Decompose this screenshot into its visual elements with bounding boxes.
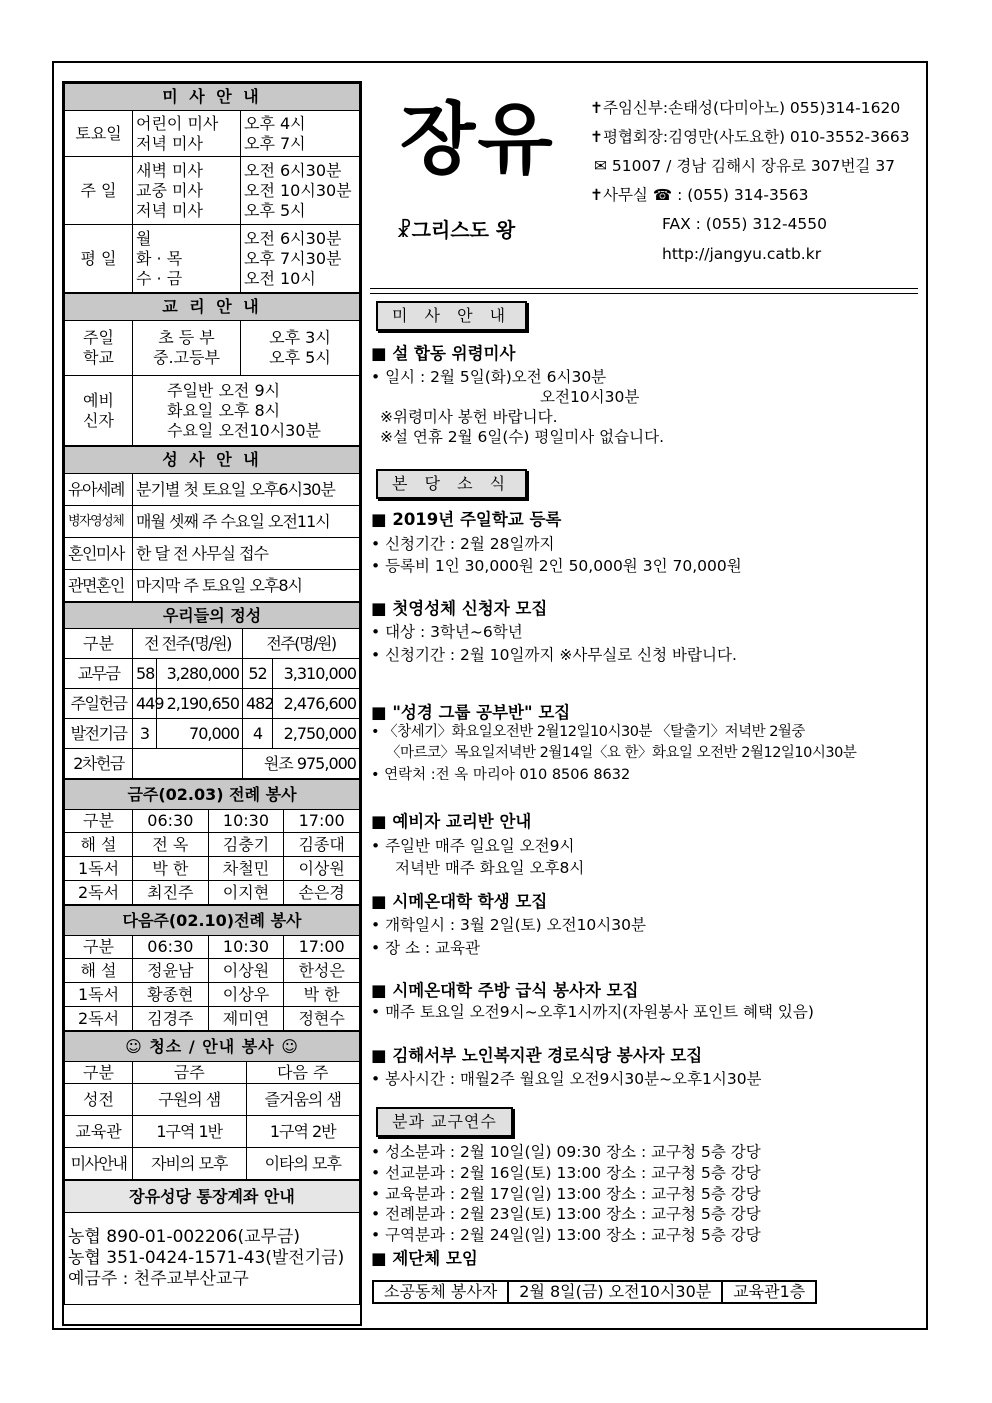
sun-mass-3: 저녁 미사 <box>136 200 203 220</box>
week-day-3: 수 · 금 <box>136 268 183 288</box>
server-name: 한성은 <box>284 959 360 983</box>
welfare-time: • 봉사시간 : 매월2주 월요일 오전9시30분~오후1시30분 <box>371 1070 762 1088</box>
offering-count: 58 <box>133 659 157 689</box>
duty-group: 1구역 2반 <box>246 1116 360 1148</box>
server-name: 전 옥 <box>133 833 209 857</box>
offering-amount: 2,750,000 <box>273 719 360 749</box>
pre-label-2: 신자 <box>83 410 114 430</box>
duty-group: 구원의 샘 <box>133 1084 247 1116</box>
offering-amount: 2,190,650 <box>157 689 243 719</box>
next-week-table <box>64 905 360 1031</box>
offering-amount: 3,310,000 <box>273 659 360 689</box>
second-offering-label: 2차헌금 <box>65 749 133 779</box>
th-time: 06:30 <box>133 810 209 833</box>
heading-catechumen: ■ 예비자 교리반 안내 <box>371 812 532 831</box>
offering-row-label: 발전기금 <box>65 719 133 749</box>
section-training: 분과 교구연수 <box>376 1107 513 1137</box>
server-name: 정윤남 <box>133 959 209 983</box>
offering-amount: 3,280,000 <box>157 659 243 689</box>
duty-label: 미사안내 <box>65 1148 133 1180</box>
th-time: 10:30 <box>208 936 284 959</box>
week-time-2: 오후 7시30분 <box>244 248 342 268</box>
office-phone: ✝사무실 ☎ : (055) 314-3563 <box>590 186 809 204</box>
mass-table <box>64 83 360 293</box>
header-divider <box>370 288 918 294</box>
offering-count: 3 <box>133 719 157 749</box>
simeon-opening: • 개학일시 : 3월 2일(토) 오전10시30분 <box>371 916 646 934</box>
server-name: 이상원 <box>284 857 360 881</box>
sacrament-value-2: 매월 셋째 주 수요일 오전11시 <box>133 506 360 538</box>
section-news: 본 당 소 식 <box>376 469 527 499</box>
second-offering-value: 원조 975,000 <box>243 749 360 779</box>
school-time-1: 오후 3시 <box>269 328 331 347</box>
sacrament-label-1: 유아세례 <box>65 474 133 506</box>
server-name: 정현수 <box>284 1007 360 1031</box>
training-line: • 전례분과 : 2월 23일(토) 13:00 장소 : 교구청 5층 강당 <box>371 1205 761 1223</box>
sat-time-1: 오후 4시 <box>244 113 306 133</box>
offering-amount: 70,000 <box>157 719 243 749</box>
training-line: • 성소분과 : 2월 10일(일) 09:30 장소 : 교구청 5층 강당 <box>371 1143 761 1161</box>
sun-time-1: 오전 6시30분 <box>244 160 342 180</box>
group-time: 2월 8일(금) 오전10시30분 <box>508 1281 722 1303</box>
sacrament-label-4: 관면혼인 <box>65 570 133 602</box>
sacrament-value-1: 분기별 첫 토요일 오후6시30분 <box>133 474 360 506</box>
memorial-time2: 오전10시30분 <box>540 388 640 406</box>
server-name: 이상원 <box>208 959 284 983</box>
catechumen-evening: 저녁반 매주 화요일 오후8시 <box>395 859 585 877</box>
school-grade-2: 중.고등부 <box>153 348 220 367</box>
mass-title: 미 사 안 내 <box>65 84 360 111</box>
server-name: 손은경 <box>284 881 360 905</box>
sacrament-value-3: 한 달 전 사무실 접수 <box>133 538 360 570</box>
bible-class-2: 〈마르코〉목요일저녁반 2월14일〈요 한〉화요일 오전반 2월12일10시30분 <box>386 745 857 761</box>
th-time: 17:00 <box>284 936 360 959</box>
heading-group-meeting: ■ 제단체 모임 <box>371 1249 478 1268</box>
duty-group: 이타의 모후 <box>246 1148 360 1180</box>
pre-class-3: 수요일 오전10시30분 <box>167 420 321 440</box>
heading-first-communion: ■ 첫영성체 신청자 모집 <box>371 599 548 618</box>
week-day-2: 화 · 목 <box>136 248 183 268</box>
sat-mass-2: 저녁 미사 <box>136 133 203 153</box>
account-line-2: 농협 351-0424-1571-43(발전기금) <box>68 1248 345 1268</box>
school-time-2: 오후 5시 <box>269 348 331 367</box>
priest-info: ✝주임신부:손태성(다미아노) 055)314-1620 <box>590 99 901 117</box>
week-time-3: 오전 10시 <box>244 268 316 288</box>
offering-count: 52 <box>243 659 273 689</box>
memorial-note1: ※위령미사 봉헌 바랍니다. <box>380 408 558 426</box>
week-day-1: 월 <box>136 228 152 248</box>
group-meeting-table <box>372 1280 817 1304</box>
offering-count: 449 <box>133 689 157 719</box>
sun-mass-2: 교중 미사 <box>136 180 203 200</box>
council-info: ✝평협회장:김영만(사도요한) 010-3552-3663 <box>590 128 910 146</box>
left-column <box>62 81 362 1326</box>
catechumen-sunday: • 주일반 매주 일요일 오전9시 <box>371 837 575 855</box>
sat-mass-1: 어린이 미사 <box>136 113 219 133</box>
cleaning-title: ☺ 청소 / 안내 봉사 ☺ <box>65 1032 360 1062</box>
address-info: ✉ 51007 / 경남 김해시 장유로 307번길 37 <box>594 157 896 175</box>
role-label: 2독서 <box>65 881 133 905</box>
offering-amount: 2,476,600 <box>273 689 360 719</box>
server-name: 박 한 <box>284 983 360 1007</box>
section-mass: 미 사 안 내 <box>376 301 527 331</box>
bible-class-1: • 〈창세기〉화요일오전반 2월12일10시30분 〈탈출기〉저녁반 2월중 <box>371 724 805 740</box>
server-name: 최진주 <box>133 881 209 905</box>
th-time: 17:00 <box>284 810 360 833</box>
duty-group: 1구역 1반 <box>133 1116 247 1148</box>
server-name: 제미연 <box>208 1007 284 1031</box>
server-name: 박 한 <box>133 857 209 881</box>
offering-header-prev: 전주(명/원) <box>243 629 360 659</box>
duty-group: 즐거움의 샘 <box>246 1084 360 1116</box>
sun-time-3: 오후 5시 <box>244 200 306 220</box>
server-name: 차철민 <box>208 857 284 881</box>
offering-title: 우리들의 정성 <box>65 603 360 629</box>
th-kind: 구분 <box>65 810 133 833</box>
sacrament-label-2: 병자영성체 <box>65 506 133 538</box>
offering-row-label: 교무금 <box>65 659 133 689</box>
training-line: • 교육분과 : 2월 17일(일) 13:00 장소 : 교구청 5층 강당 <box>371 1185 761 1203</box>
heading-simeon-students: ■ 시메온대학 학생 모집 <box>371 892 548 911</box>
pre-label-1: 예비 <box>83 390 114 410</box>
bible-contact: • 연락처 :전 옥 마리아 010 8506 8632 <box>371 767 631 783</box>
doctrine-title: 교 리 안 내 <box>65 294 360 321</box>
duty-label: 성전 <box>65 1084 133 1116</box>
sacrament-label-3: 혼인미사 <box>65 538 133 570</box>
school-label-1: 주일 <box>83 328 114 347</box>
sat-label: 토요일 <box>65 111 133 157</box>
simeon-place: • 장 소 : 교육관 <box>371 939 480 957</box>
sacrament-value-4: 마지막 주 토요일 오후8시 <box>133 570 360 602</box>
pre-class-2: 화요일 오후 8시 <box>167 400 281 420</box>
training-line: • 구역분과 : 2월 24일(일) 13:00 장소 : 교구청 5층 강당 <box>371 1226 761 1244</box>
role-label: 2독서 <box>65 1007 133 1031</box>
week-label: 평 일 <box>65 225 133 293</box>
communion-period: • 신청기간 : 2월 10일까지 ※사무실로 신청 바랍니다. <box>371 646 737 664</box>
heading-memorial-mass: ■ 설 합동 위령미사 <box>371 344 516 363</box>
server-name: 김종대 <box>284 833 360 857</box>
heading-bible-study: ■ "성경 그룹 공부반" 모집 <box>371 703 571 722</box>
account-holder: 예금주 : 천주교부산교구 <box>68 1269 249 1289</box>
th-this-week: 금주 <box>133 1062 247 1084</box>
sun-label: 주 일 <box>65 157 133 225</box>
sacrament-title: 성 사 안 내 <box>65 447 360 474</box>
kitchen-schedule: • 매주 토요일 오전9시~오후1시까지(자원봉사 포인트 혜택 있음) <box>371 1003 814 1021</box>
server-name: 이상우 <box>208 983 284 1007</box>
this-week-table <box>64 779 360 905</box>
offering-header-prev2: 전 전주(명/원) <box>133 629 243 659</box>
this-week-title: 금주(02.03) 전례 봉사 <box>65 780 360 810</box>
server-name: 김경주 <box>133 1007 209 1031</box>
offering-row-label: 주일헌금 <box>65 689 133 719</box>
website-link[interactable]: http://jangyu.catb.kr <box>662 245 822 263</box>
group-place: 교육관1층 <box>722 1281 816 1303</box>
offering-table <box>64 602 360 779</box>
school-label-2: 학교 <box>83 348 114 367</box>
th-time: 06:30 <box>133 936 209 959</box>
school-grade-1: 초 등 부 <box>158 328 215 347</box>
server-name: 김충기 <box>208 833 284 857</box>
pre-class-1: 주일반 오전 9시 <box>167 380 281 400</box>
duty-label: 교육관 <box>65 1116 133 1148</box>
week-time-1: 오전 6시30분 <box>244 228 342 248</box>
th-next-week: 다음 주 <box>246 1062 360 1084</box>
role-label: 해 설 <box>65 959 133 983</box>
server-name: 이지현 <box>208 881 284 905</box>
bulletin-title: 장유 <box>400 95 555 185</box>
account-title: 장유성당 통장계좌 안내 <box>65 1181 360 1213</box>
group-name: 소공동체 봉사자 <box>373 1281 508 1303</box>
th-kind: 구분 <box>65 936 133 959</box>
account-table <box>64 1180 360 1305</box>
communion-target: • 대상 : 3학년~6학년 <box>371 623 523 641</box>
cleaning-table <box>64 1031 360 1180</box>
school-fee: • 등록비 1인 30,000원 2인 50,000원 3인 70,000원 <box>371 557 742 575</box>
doctrine-table <box>64 293 360 446</box>
bulletin-subtitle: ☧그리스도 왕 <box>396 218 516 242</box>
th-time: 10:30 <box>208 810 284 833</box>
heading-sunday-school: ■ 2019년 주일학교 등록 <box>371 510 562 529</box>
server-name: 황종현 <box>133 983 209 1007</box>
role-label: 1독서 <box>65 983 133 1007</box>
training-line: • 선교분과 : 2월 16일(토) 13:00 장소 : 교구청 5층 강당 <box>371 1164 761 1182</box>
next-week-title: 다음주(02.10)전례 봉사 <box>65 906 360 936</box>
th-kind: 구분 <box>65 1062 133 1084</box>
heading-welfare-volunteer: ■ 김해서부 노인복지관 경로식당 봉사자 모집 <box>371 1046 703 1065</box>
offering-count: 482 <box>243 689 273 719</box>
memorial-note2: ※설 연휴 2월 6일(수) 평일미사 없습니다. <box>380 428 664 446</box>
role-label: 해 설 <box>65 833 133 857</box>
school-period: • 신청기간 : 2월 28일까지 <box>371 535 555 553</box>
account-line-1: 농협 890-01-002206(교무금) <box>68 1227 301 1247</box>
role-label: 1독서 <box>65 857 133 881</box>
fax-info: FAX : (055) 312-4550 <box>662 215 828 233</box>
duty-group: 자비의 모후 <box>133 1148 247 1180</box>
memorial-date: • 일시 : 2월 5일(화)오전 6시30분 <box>371 368 607 386</box>
sun-time-2: 오전 10시30분 <box>244 180 352 200</box>
sat-time-2: 오후 7시 <box>244 133 306 153</box>
sun-mass-1: 새벽 미사 <box>136 160 203 180</box>
heading-simeon-kitchen: ■ 시메온대학 주방 급식 봉사자 모집 <box>371 981 639 1000</box>
offering-header-kind: 구분 <box>65 629 133 659</box>
sacrament-table <box>64 446 360 602</box>
offering-count: 4 <box>243 719 273 749</box>
